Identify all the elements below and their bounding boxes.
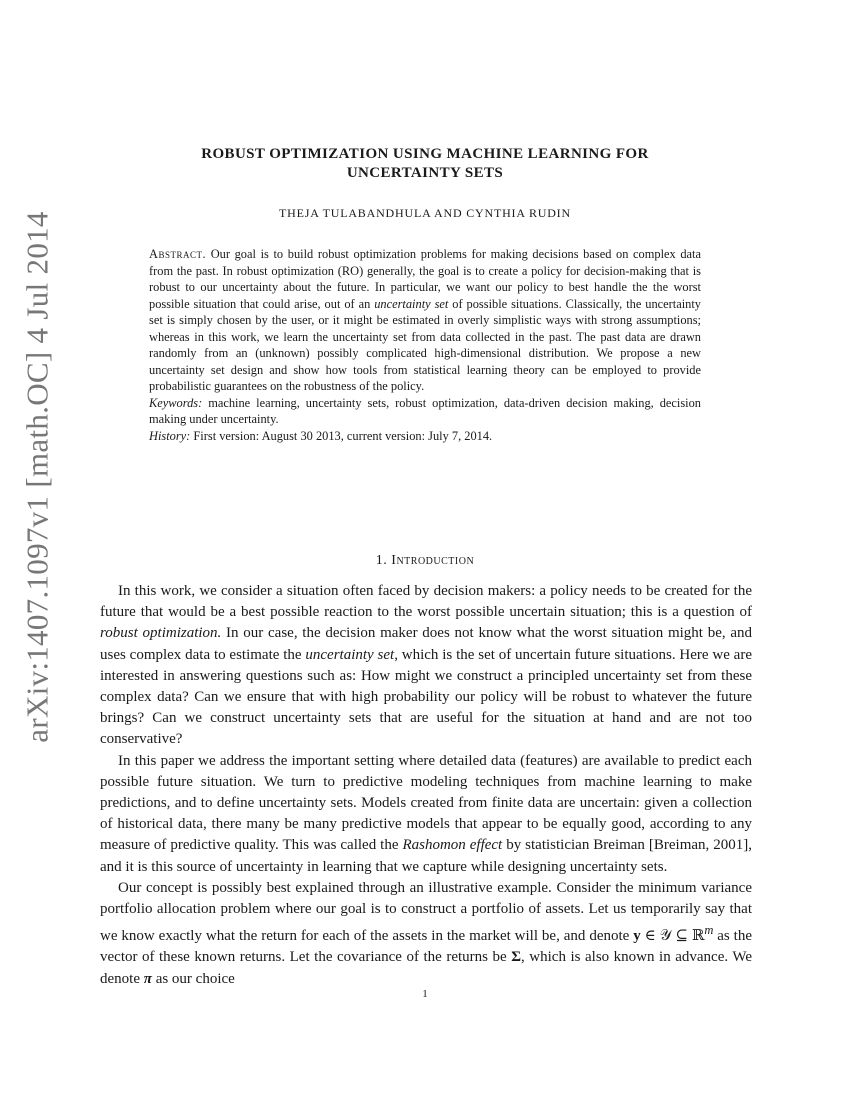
emphasis: robust optimization.	[100, 625, 222, 642]
text-run: by statistician Breiman [Breiman, 2001], and it is this source of uncertainty in learning that we capture while designing uncertainty sets.	[100, 837, 752, 875]
keywords	[149, 395, 701, 428]
paragraph	[100, 581, 752, 751]
history-text: First version: August 30 2013, current version: July 7, 2014.	[190, 428, 493, 443]
text-run: , which is the set of uncertain future situations. Here we are interested in answering questions such as: How might we construct a principled uncertainty set from these complex data? Can we ensure that with high probability our policy will be robust to whatever the future brings? Can we construct uncertainty sets that are useful for the situation at hand and are not too conservative?	[100, 646, 752, 748]
math-set: ∈ 𝒴 ⊆ ℝ	[640, 928, 705, 945]
keywords-text: machine learning, uncertainty sets, robust optimization, data-driven decision making, decision making under uncertainty.	[149, 395, 701, 426]
page-number: 1	[422, 988, 428, 1000]
text-run: , which is also known in advance. We denote	[100, 949, 752, 987]
text-run: In this work, we consider a situation often faced by decision makers: a policy needs to be created for the future that would be a best possible reaction to the worst possible uncertain situation; this is a question of	[100, 583, 752, 621]
math-sigma: Σ	[511, 949, 522, 966]
text-run: as the vector of these known returns. Let the covariance of the returns be	[100, 928, 752, 966]
title-line-1: ROBUST OPTIMIZATION USING MACHINE LEARNING FOR	[201, 146, 649, 162]
paragraph	[100, 878, 752, 990]
math-vector-y: y	[633, 928, 641, 945]
abstract	[149, 246, 701, 444]
abstract-term: uncertainty set	[374, 296, 449, 311]
history	[149, 428, 701, 445]
section-title-text: Introduction	[391, 553, 475, 568]
section-heading	[100, 553, 750, 569]
abstract-body	[149, 246, 701, 395]
text-run: Our concept is possibly best explained through an illustrative example. Consider the minimum variance portfolio allocation problem where our goal is to construct a portfolio of assets. Let us temporarily say that we know exactly what the return for each of the assets in the market will be, and denote	[100, 879, 752, 945]
emphasis: uncertainty set	[305, 646, 395, 663]
abstract-text-2: of possible situations. Classically, the uncertainty set is simply chosen by the user, or it might be estimated in overly simplistic ways with strong assumptions; whereas in this work, we learn the uncertainty set from data collected in the past. The past data are drawn randomly from an (unknown) possibly complicated high-dimensional distribution. We propose a new uncertainty set design and show how tools from statistical learning theory can be employed to provide probabilistic guarantees on the robustness of the policy.	[149, 296, 702, 393]
math-superscript: m	[704, 923, 714, 938]
text-run: In this paper we address the important setting where detailed data (features) are available to predict each possible future situation. We turn to predictive modeling techniques from machine learning to make predictions, and to define uncertainty sets. Models created from finite data are uncertain: given a collection of historical data, there many be many predictive models that appear to be equally good, according to any measure of predictive quality. This was called the	[100, 752, 752, 854]
text-run: In our case, the decision maker does not know what the worst situation might be, and uses complex data to estimate the	[100, 625, 753, 663]
abstract-text-1: Our goal is to build robust optimization problems for making decisions based on complex data from the past. In robust optimization (RO) generally, the goal is to create a policy for decision-making that is robust to our uncertainty about the future. In particular, we want our policy to best handle the the worst possible situation that could arise, out of an	[149, 247, 701, 311]
paper-title	[100, 145, 750, 183]
keywords-label: Keywords:	[149, 395, 203, 410]
body-text	[100, 581, 752, 990]
history-label: History:	[149, 428, 191, 443]
math-pi: π	[143, 970, 152, 987]
arxiv-identifier-stamp	[18, 211, 58, 743]
arxiv-id-text: arXiv:1407.1097v1 [math.OC] 4 Jul 2014	[20, 211, 55, 743]
title-line-2: UNCERTAINTY SETS	[346, 165, 504, 181]
emphasis: Rashomon effect	[402, 837, 503, 854]
text-run: as our choice	[151, 970, 235, 987]
abstract-heading: Abstract.	[149, 247, 207, 261]
paragraph	[100, 751, 752, 878]
section-number: 1.	[375, 553, 392, 568]
paper-authors: THEJA TULABANDHULA AND CYNTHIA RUDIN	[279, 206, 571, 220]
